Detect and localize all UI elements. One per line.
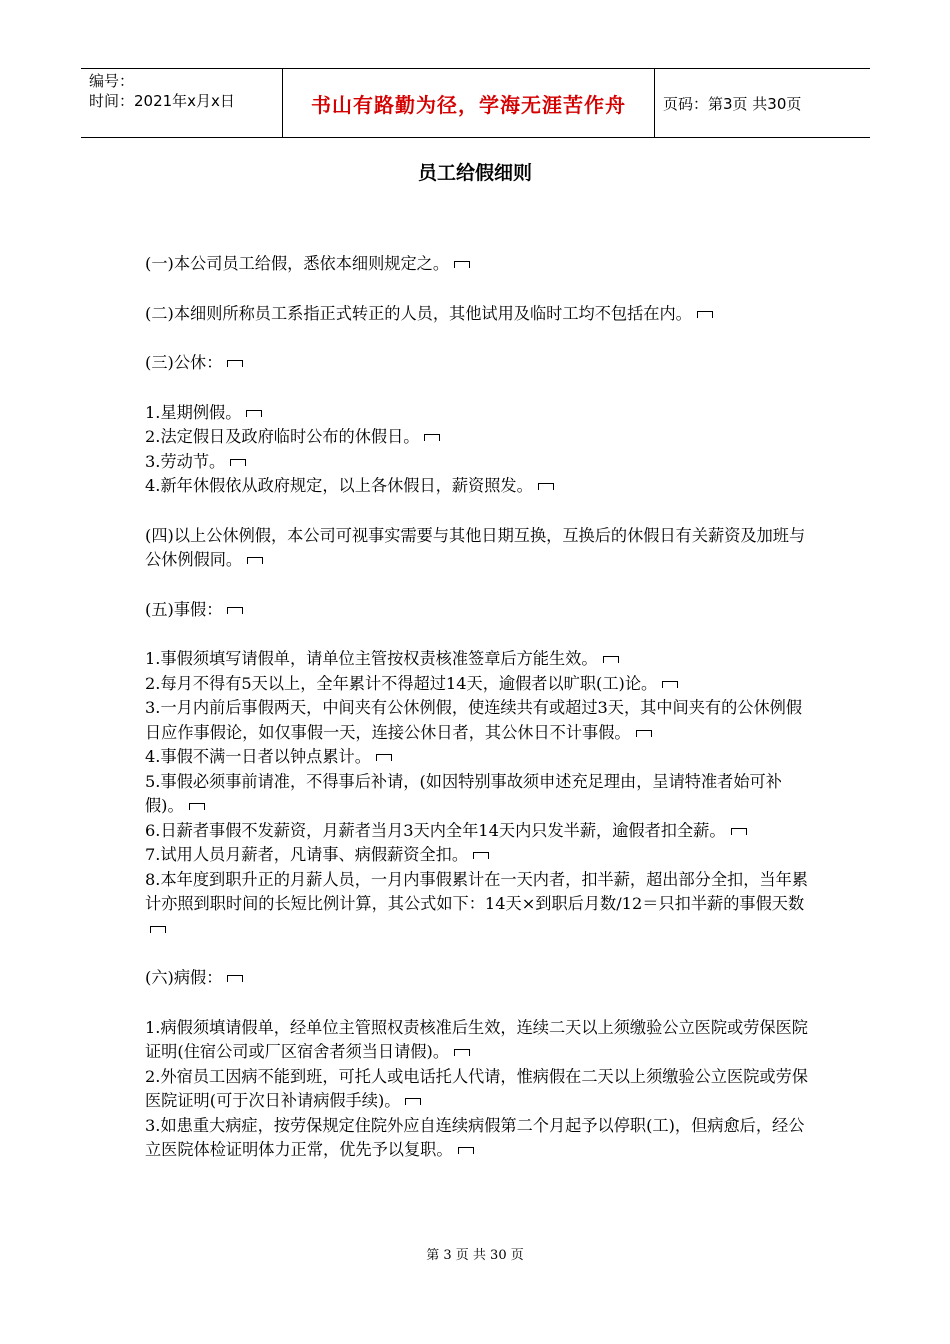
list-item: 3.一月内前后事假两天，中间夹有公休例假，使连续共有或超过3天，其中间夹有的公休例假日应作事假论，如仅事假一天，连接公休日者，其公休日不计事假。	[145, 698, 803, 742]
paragraph-mark-icon	[247, 557, 263, 564]
header-meta	[81, 69, 282, 137]
list-item: 4.新年休假依从政府规定，以上各休假日，薪资照发。	[145, 474, 815, 499]
list-item: 8.本年度到职升正的月薪人员，一月内事假累计在一天内者，扣半薪，超出部分全扣，当年累计亦照到职时间的长短比例计算，其公式如下：14天×到职后月数/12＝只扣半薪的事假天数	[145, 868, 815, 942]
paragraph: (三)公休：	[145, 351, 815, 376]
paragraph-mark-icon	[227, 607, 243, 614]
list-item: 2.外宿员工因病不能到班，可托人或电话托人代请，惟病假在二天以上须缴验公立医院或劳保医院证明(可于次日补请病假手续)。	[145, 1066, 808, 1110]
list-item: 3.如患重大病症，按劳保规定住院外应自连续病假第二个月起予以停职(工)，但病愈后，经公立医院体检证明体力正常，优先予以复职。	[145, 1115, 805, 1159]
list-item: 1.星期例假。	[145, 401, 815, 426]
paragraph-mark-icon	[538, 483, 554, 490]
paragraph-mark-icon	[230, 459, 246, 466]
paragraph-mark-icon	[662, 681, 678, 688]
paragraph-mark-icon	[636, 730, 652, 737]
paragraph-mark-icon	[603, 656, 619, 663]
paragraph-mark-icon	[454, 1049, 470, 1056]
paragraph-mark-icon	[227, 360, 243, 367]
header-motto: 书山有路勤为径，学海无涯苦作舟	[282, 69, 655, 137]
list-item: 6.日薪者事假不发薪资，月薪者当月3天内全年14天内只发半薪，逾假者扣全薪。	[145, 819, 815, 844]
paragraph-mark-icon	[458, 1147, 474, 1154]
paragraph-mark-icon	[246, 410, 262, 417]
page-header	[81, 68, 870, 138]
paragraph-mark-icon	[454, 261, 470, 268]
list-item: 7.试用人员月薪者，凡请事、病假薪资全扣。	[145, 843, 815, 868]
document-title: 员工给假细则	[417, 162, 532, 184]
paragraph: (一)本公司员工给假，悉依本细则规定之。	[145, 252, 815, 277]
paragraph: (二)本细则所称员工系指正式转正的人员，其他试用及临时工均不包括在内。	[145, 302, 815, 327]
paragraph-mark-icon	[697, 311, 713, 318]
paragraph-mark-icon	[189, 803, 205, 810]
list-item: 4.事假不满一日者以钟点累计。	[145, 745, 815, 770]
paragraph-mark-icon	[376, 754, 392, 761]
paragraph: (五)事假：	[145, 598, 815, 623]
list-item: 1.病假须填请假单，经单位主管照权责核准后生效，连续二天以上须缴验公立医院或劳保医院证明(住宿公司或厂区宿舍者须当日请假)。	[145, 1017, 808, 1061]
paragraph-mark-icon	[424, 434, 440, 441]
paragraph: (六)病假：	[145, 966, 815, 991]
list-item: 5.事假必须事前请准，不得事后补请，(如因特别事故须申述充足理由，呈请特准者始可补假)。	[145, 771, 782, 815]
document-body	[145, 252, 815, 1163]
list-item: 1.事假须填写请假单，请单位主管按权责核准签章后方能生效。	[145, 647, 815, 672]
document-number-label: 编号：	[89, 72, 135, 90]
list-item: 3.劳动节。	[145, 450, 815, 475]
list-item: 2.法定假日及政府临时公布的休假日。	[145, 425, 815, 450]
header-page-code: 页码：第3页 共30页	[663, 94, 802, 113]
paragraph-mark-icon	[227, 975, 243, 982]
paragraph-mark-icon	[150, 926, 166, 933]
paragraph: (四)以上公休例假，本公司可视事实需要与其他日期互换，互换后的休假日有关薪资及加班与公休例假同。	[145, 525, 806, 569]
paragraph-mark-icon	[731, 828, 747, 835]
page-footer: 第 3 页 共 30 页	[426, 1248, 524, 1263]
paragraph-mark-icon	[405, 1098, 421, 1105]
paragraph-mark-icon	[473, 852, 489, 859]
document-date-label: 时间：2021年x月x日	[89, 92, 235, 110]
list-item: 2.每月不得有5天以上，全年累计不得超过14天，逾假者以旷职(工)论。	[145, 672, 815, 697]
